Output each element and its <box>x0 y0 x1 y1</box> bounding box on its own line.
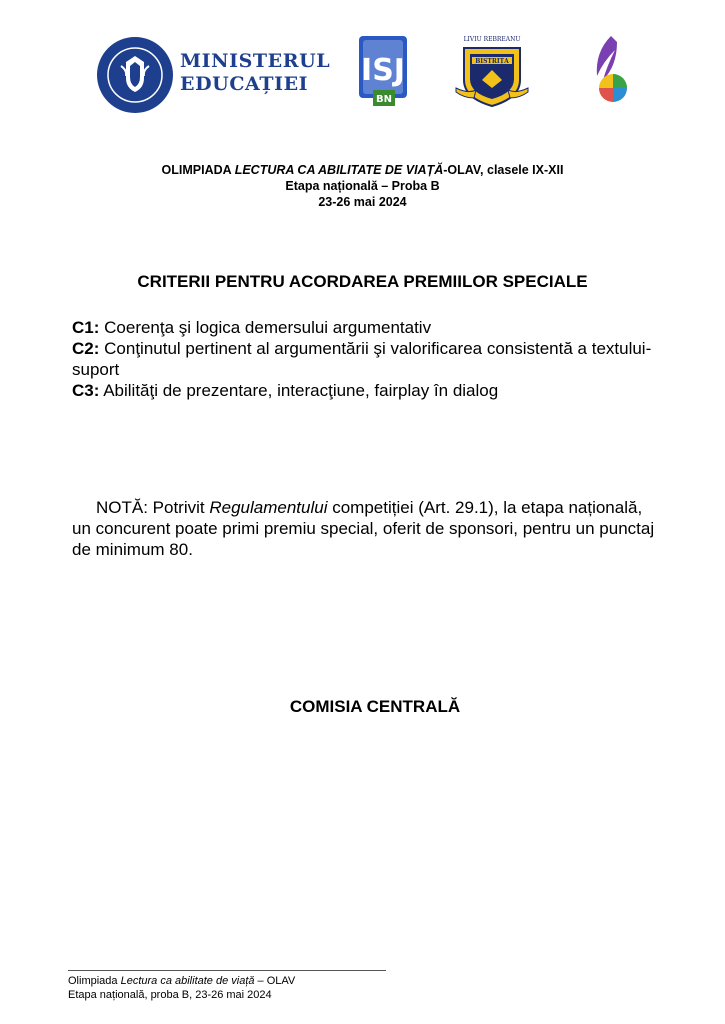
criterion-code: C1: <box>72 318 100 337</box>
olimpiada-italic: LECTURA CA ABILITATE DE VIAȚĂ <box>234 163 444 177</box>
olimpiada-heading <box>0 162 725 210</box>
note-paragraph <box>72 497 662 560</box>
olimpiada-line1 <box>0 162 725 178</box>
note-italic: Regulamentului <box>209 498 328 517</box>
criterion-text: Coerenţa şi logica demersului argumentativ <box>99 318 432 337</box>
signature-comisia: COMISIA CENTRALĂ <box>289 697 461 716</box>
criteria-list <box>72 317 662 401</box>
isj-text: ISJ <box>361 53 405 88</box>
lr-text: LIVIU REBREANU <box>463 36 521 43</box>
romania-government-seal-icon <box>96 36 174 114</box>
footer-divider <box>68 970 386 971</box>
criterion-code: C3: <box>72 381 100 400</box>
criterion-c3 <box>72 380 662 401</box>
criterion-code: C2: <box>72 339 100 358</box>
note-prefix: NOTĂ: Potrivit <box>96 498 210 517</box>
olimpiada-prefix: OLIMPIADA <box>161 163 235 177</box>
olimpiada-line2: Etapa națională – Proba B <box>285 179 440 193</box>
ministry-name <box>180 50 330 96</box>
criterion-text: Conţinutul pertinent al argumentării şi valorificarea consistentă a textului-suport <box>72 339 652 379</box>
lr-banner: BISTRIȚA <box>475 58 509 65</box>
ministry-line1: MINISTERUL <box>180 50 331 72</box>
isj-logo-icon <box>357 34 409 108</box>
footer-suffix: – OLAV <box>254 975 296 987</box>
criterion-c1 <box>72 317 662 338</box>
page-title: CRITERII PENTRU ACORDAREA PREMIILOR SPECIALE <box>137 272 588 291</box>
isj-sub: BN <box>376 94 392 105</box>
olav-feather-logo-icon <box>583 32 635 104</box>
olimpiada-line3: 23-26 mai 2024 <box>318 195 407 209</box>
footer-line1 <box>68 974 295 988</box>
footer-prefix: Olimpiada <box>68 975 121 987</box>
olimpiada-suffix: -OLAV, clasele IX-XII <box>443 163 564 177</box>
criterion-c2 <box>72 338 662 380</box>
footer-italic: Lectura ca abilitate de viață <box>120 975 255 987</box>
footer-line2: Etapa națională, proba B, 23-26 mai 2024 <box>68 989 272 1001</box>
note-suffix: competiției (Art. 29.1), la etapa națională, un concurent poate primi premiu special, oferit de sponsori, pentru un punctaj de minimum 80. <box>72 498 655 559</box>
colegiul-liviu-rebreanu-crest-icon <box>454 32 530 110</box>
header-logos <box>0 28 725 118</box>
criterion-text: Abilităţi de prezentare, interacţiune, fairplay în dialog <box>99 381 499 400</box>
page-footer <box>68 974 295 1002</box>
ministry-line2: EDUCAȚIEI <box>180 73 309 95</box>
